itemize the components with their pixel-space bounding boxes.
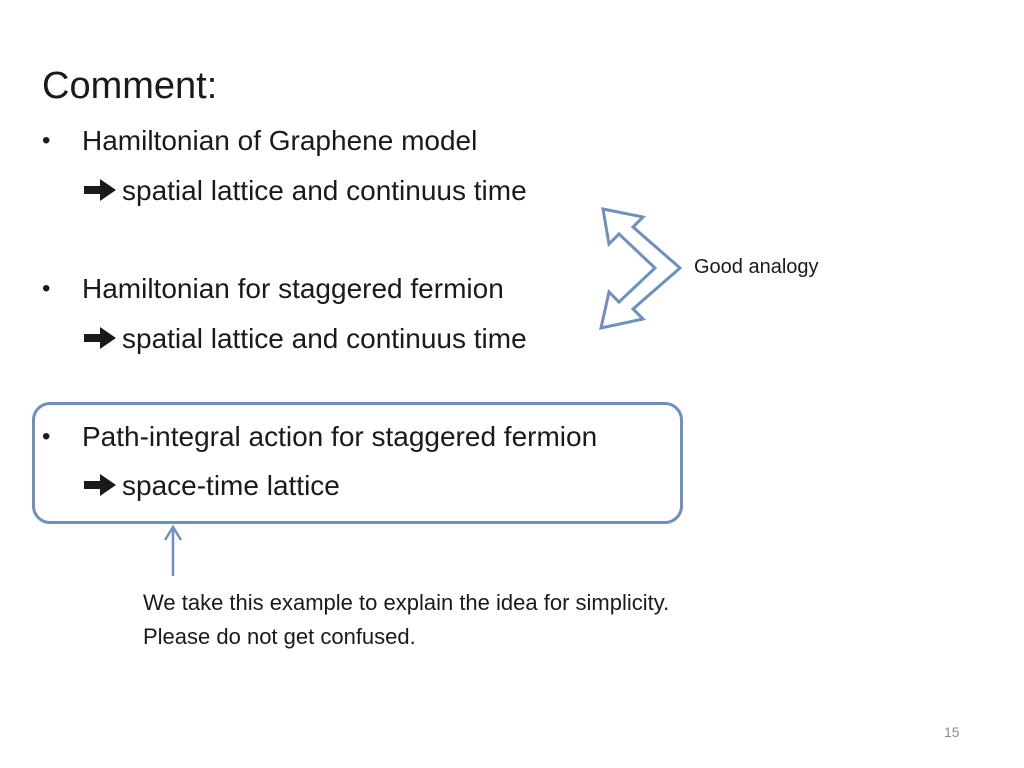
explanation-line: We take this example to explain the idea for simplicity. — [143, 590, 670, 615]
sub-item-staggered-hamiltonian — [82, 322, 527, 356]
up-arrow-icon — [165, 527, 181, 576]
slide-title: Comment: — [42, 65, 218, 107]
bullet-text: Path-integral action for staggered fermion — [82, 421, 598, 452]
double-arrow-bracket-icon — [601, 209, 680, 328]
bullet-text: Hamiltonian for staggered fermion — [82, 273, 504, 304]
bullet-text: Hamiltonian of Graphene model — [82, 125, 478, 156]
sub-item-text: spatial lattice and continuus time — [122, 175, 527, 206]
explanation-line: Please do not get confused. — [143, 624, 416, 649]
right-arrow-icon — [82, 471, 122, 499]
bullet-item-staggered-hamiltonian — [42, 272, 504, 306]
bullet-item-path-integral — [42, 420, 597, 454]
analogy-note: Good analogy — [694, 256, 819, 278]
page-number: 15 — [944, 724, 960, 740]
explanation-text — [143, 586, 669, 654]
right-arrow-icon — [82, 176, 122, 204]
sub-item-graphene — [82, 174, 527, 208]
right-arrow-icon — [82, 324, 122, 352]
sub-item-path-integral — [82, 469, 340, 503]
bullet-dot: • — [42, 423, 51, 450]
bullet-dot: • — [42, 127, 51, 154]
bullet-item-graphene — [42, 124, 477, 158]
sub-item-text: space-time lattice — [122, 470, 340, 501]
sub-item-text: spatial lattice and continuus time — [122, 323, 527, 354]
bullet-dot: • — [42, 275, 51, 302]
